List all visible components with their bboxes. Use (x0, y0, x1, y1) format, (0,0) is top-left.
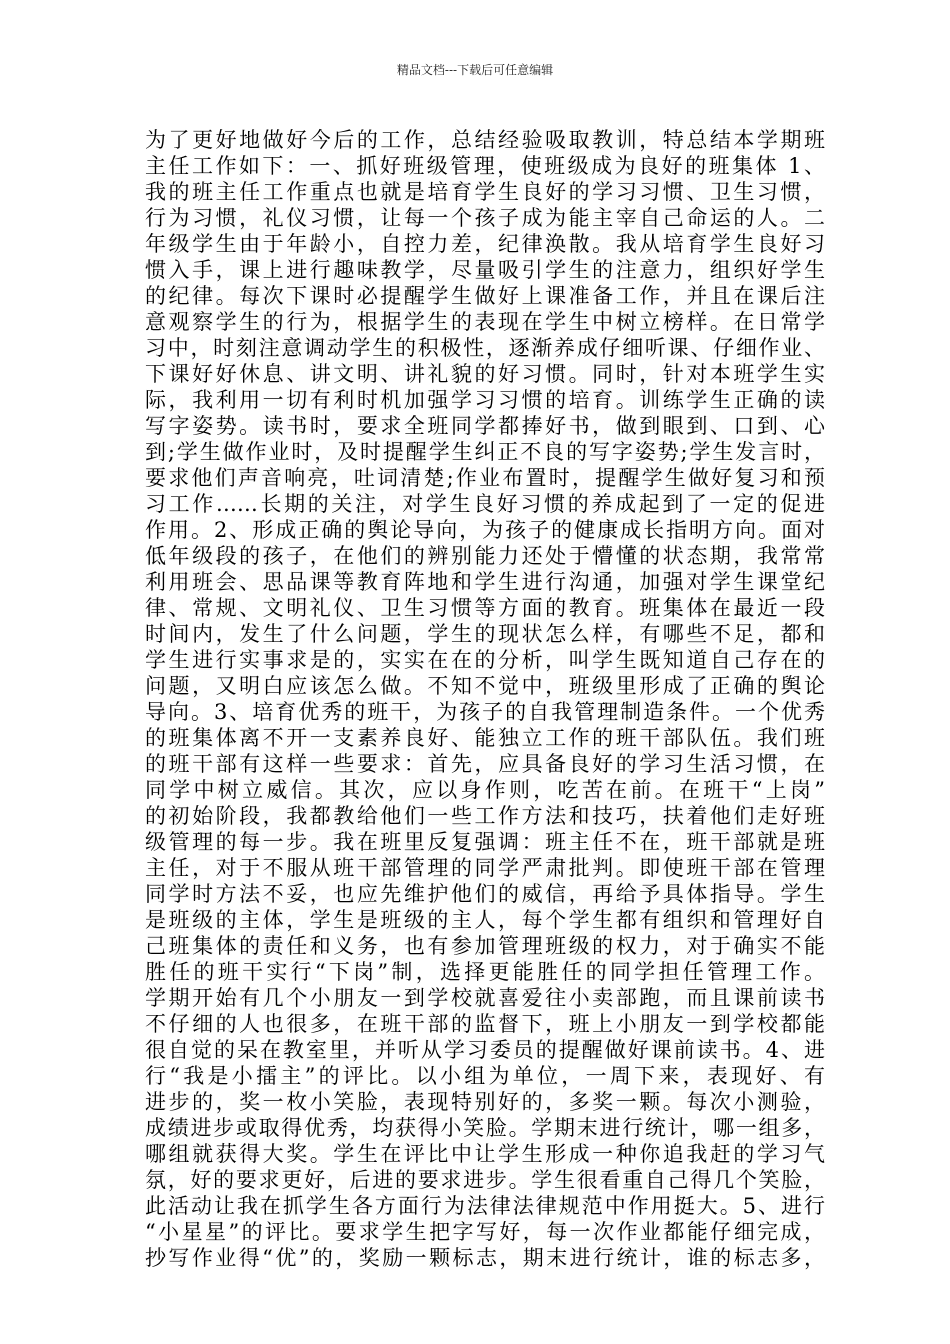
text-line: 哪组就获得大奖。学生在评比中让学生形成一种你追我赶的学习气 (145, 1142, 825, 1166)
text-line: 很自觉的呆在教室里，并听从学习委员的提醒做好课前读书。4、进 (145, 1038, 825, 1062)
text-line: 氛，好的要求更好，后进的要求进步。学生很看重自己得几个笑脸， (145, 1168, 825, 1192)
text-line: 时间内，发生了什么问题，学生的现状怎么样，有哪些不足，都和 (145, 622, 825, 646)
body-text (145, 127, 825, 1271)
text-line: 不仔细的人也很多，在班干部的监督下，班上小朋友一到学校都能 (145, 1012, 825, 1036)
text-line: 此活动让我在抓学生各方面行为法律法律规范中作用挺大。5、进行 (145, 1194, 825, 1218)
text-line: 习工作……长期的关注，对学生良好习惯的养成起到了一定的促进 (145, 492, 825, 516)
text-line: 成绩进步或取得优秀，均获得小笑脸。学期末进行统计，哪一组多， (145, 1116, 825, 1140)
text-line: 的班集体离不开一支素养良好、能独立工作的班干部队伍。我们班 (145, 726, 825, 750)
text-line: 导向。3、培育优秀的班干，为孩子的自我管理制造条件。一个优秀 (145, 700, 825, 724)
text-line: 律、常规、文明礼仪、卫生习惯等方面的教育。班集体在最近一段 (145, 596, 825, 620)
text-line: 写字姿势。读书时，要求全班同学都捧好书，做到眼到、口到、心 (145, 414, 825, 438)
text-line: 进步的，奖一枚小笑脸，表现特别好的，多奖一颗。每次小测验， (145, 1090, 825, 1114)
text-line: 为了更好地做好今后的工作，总结经验吸取教训，特总结本学期班 (145, 128, 825, 152)
text-line: 学期开始有几个小朋友一到学校就喜爱往小卖部跑，而且课前读书 (145, 986, 825, 1010)
text-line: 学生进行实事求是的，实实在在的分析，叫学生既知道自己存在的 (145, 648, 825, 672)
text-line: 习中，时刻注意调动学生的积极性，逐渐养成仔细听课、仔细作业、 (145, 336, 825, 360)
text-line: 际，我利用一切有利时机加强学习习惯的培育。训练学生正确的读 (145, 388, 825, 412)
text-line: 的班干部有这样一些要求：首先，应具备良好的学习生活习惯，在 (145, 752, 825, 776)
text-line: 的初始阶段，我都教给他们一些工作方法和技巧，扶着他们走好班 (145, 804, 825, 828)
text-line: 的纪律。每次下课时必提醒学生做好上课准备工作，并且在课后注 (145, 284, 825, 308)
text-line: 抄写作业得“优”的，奖励一颗标志，期末进行统计，谁的标志多， (145, 1246, 825, 1270)
text-line: 利用班会、思品课等教育阵地和学生进行沟通，加强对学生课堂纪 (145, 570, 825, 594)
text-line: 我的班主任工作重点也就是培育学生良好的学习习惯、卫生习惯， (145, 180, 825, 204)
text-line: 同学时方法不妥，也应先维护他们的威信，再给予具体指导。学生 (145, 882, 825, 906)
text-line: 行“我是小擂主”的评比。以小组为单位，一周下来，表现好、有 (145, 1064, 825, 1088)
text-line: 行为习惯，礼仪习惯，让每一个孩子成为能主宰自己命运的人。二 (145, 206, 825, 230)
text-line: 下课好好休息、讲文明、讲礼貌的好习惯。同时，针对本班学生实 (145, 362, 825, 386)
text-line: 要求他们声音响亮，吐词清楚;作业布置时，提醒学生做好复习和预 (145, 466, 825, 490)
text-line: 作用。2、形成正确的舆论导向，为孩子的健康成长指明方向。面对 (145, 518, 825, 542)
text-line: 主任工作如下：一、抓好班级管理，使班级成为良好的班集体 1、 (145, 154, 825, 178)
text-line: 己班集体的责任和义务，也有参加管理班级的权力，对于确实不能 (145, 934, 825, 958)
page-header: 精品文档---下载后可任意编辑 (396, 63, 554, 77)
text-line: 意观察学生的行为，根据学生的表现在学生中树立榜样。在日常学 (145, 310, 825, 334)
text-line: “小星星”的评比。要求学生把字写好，每一次作业都能仔细完成， (145, 1220, 825, 1244)
text-line: 是班级的主体，学生是班级的主人，每个学生都有组织和管理好自 (145, 908, 825, 932)
text-line: 问题，又明白应该怎么做。不知不觉中，班级里形成了正确的舆论 (145, 674, 825, 698)
text-line: 级管理的每一步。我在班里反复强调：班主任不在，班干部就是班 (145, 830, 825, 854)
text-line: 到;学生做作业时，及时提醒学生纠正不良的写字姿势;学生发言时， (145, 440, 825, 464)
text-line: 低年级段的孩子，在他们的辨别能力还处于懵懂的状态期，我常常 (145, 544, 825, 568)
text-line: 胜任的班干实行“下岗”制，选择更能胜任的同学担任管理工作。 (145, 960, 825, 984)
text-line: 惯入手，课上进行趣味教学，尽量吸引学生的注意力，组织好学生 (145, 258, 825, 282)
text-line: 同学中树立威信。其次，应以身作则，吃苦在前。在班干“上岗” (145, 778, 825, 802)
text-line: 年级学生由于年龄小，自控力差，纪律涣散。我从培育学生良好习 (145, 232, 825, 256)
text-line: 主任，对于不服从班干部管理的同学严肃批判。即使班干部在管理 (145, 856, 825, 880)
